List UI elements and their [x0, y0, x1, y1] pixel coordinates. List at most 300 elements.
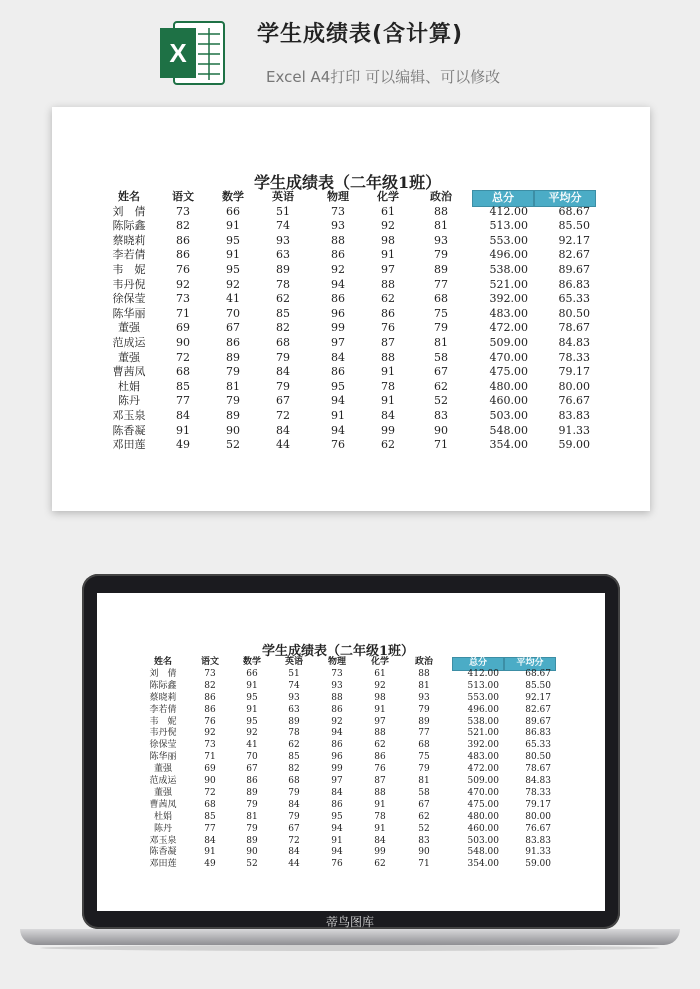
table-cell: 69	[176, 321, 190, 335]
laptop-shadow	[40, 945, 660, 951]
table-cell: 78.67	[525, 764, 551, 775]
table-cell: 84	[288, 799, 300, 810]
table-cell: 93	[331, 680, 343, 691]
table-cell: 73	[331, 668, 343, 679]
table-cell: 509.00	[489, 336, 528, 349]
table-cell: 86	[331, 248, 345, 262]
table-cell: 79	[434, 248, 448, 262]
table-cell: 79	[288, 787, 300, 798]
table-cell: 89	[288, 716, 300, 727]
table-cell: 79	[226, 365, 240, 379]
table-cell: 89	[246, 835, 258, 846]
table-cell: 63	[288, 704, 300, 715]
table-cell: 76	[374, 764, 386, 775]
table-cell: 89	[246, 787, 258, 798]
table-cell: 94	[331, 728, 343, 739]
table-cell: 89	[418, 716, 430, 727]
table-cell: 73	[204, 740, 216, 751]
table-cell: 81	[418, 680, 430, 691]
table-cell: 553.00	[489, 233, 528, 247]
table-cell: 73	[204, 668, 216, 679]
column-header: 姓名	[153, 657, 172, 667]
table-cell: 86	[374, 752, 386, 763]
table-cell: 52	[246, 859, 258, 870]
table-cell: 52	[226, 438, 240, 452]
table-cell: 94	[331, 823, 343, 834]
table-cell: 93	[288, 692, 300, 703]
table-cell: 67	[246, 764, 258, 775]
table-cell: 460.00	[467, 823, 499, 834]
table-cell: 邓玉泉	[112, 409, 146, 422]
table-cell: 92	[331, 716, 343, 727]
column-header: 语文	[200, 657, 219, 667]
table-cell: 91	[226, 219, 240, 233]
table-cell: 538.00	[489, 263, 528, 276]
table-cell: 范成运	[112, 336, 146, 349]
column-header: 化学	[377, 190, 399, 203]
column-header: 平均分	[504, 657, 556, 671]
column-header: 英语	[284, 657, 303, 667]
table-cell: 95	[226, 263, 240, 276]
table-cell: 73	[331, 204, 345, 218]
table-cell: 59.00	[525, 859, 551, 870]
table-cell: 88	[331, 233, 345, 247]
table-cell: 97	[381, 263, 395, 276]
table-cell: 86	[176, 248, 190, 262]
table-cell: 91	[176, 423, 190, 437]
table-cell: 88	[434, 204, 448, 218]
table-cell: 刘 倩	[112, 204, 146, 218]
table-cell: 354.00	[489, 438, 528, 452]
table-cell: 81	[434, 219, 448, 233]
table-cell: 62	[381, 438, 395, 452]
table-cell: 85	[204, 811, 216, 822]
table-cell: 董强	[153, 764, 172, 775]
table-cell: 89.67	[525, 716, 551, 727]
table-cell: 88	[374, 728, 386, 739]
table-cell: 470.00	[489, 350, 528, 364]
column-header: 平均分	[534, 190, 596, 207]
table-cell: 刘 倩	[149, 668, 177, 679]
table-cell: 陈香凝	[149, 847, 177, 858]
table-cell: 68	[204, 799, 216, 810]
table-cell: 470.00	[467, 787, 499, 798]
table-cell: 62	[381, 292, 395, 306]
laptop-brand: 蒂鸟图库	[325, 915, 374, 929]
table-cell: 91	[226, 248, 240, 262]
table-cell: 94	[331, 847, 343, 858]
table-cell: 412.00	[467, 668, 499, 679]
score-table-large	[62, 170, 622, 460]
table-cell: 91.33	[525, 847, 551, 858]
table-cell: 韦丹倪	[112, 277, 146, 291]
table-cell: 陈丹	[153, 823, 172, 834]
table-cell: 蔡晓莉	[149, 692, 177, 703]
table-cell: 553.00	[467, 692, 499, 703]
table-cell: 杜娟	[153, 811, 172, 822]
table-cell: 84	[331, 350, 345, 364]
table-cell: 91	[374, 799, 386, 810]
table-cell: 77	[204, 823, 216, 834]
table-cell: 52	[418, 823, 430, 834]
table-cell: 韦丹倪	[149, 728, 177, 739]
table-cell: 陈香凝	[112, 423, 146, 437]
table-cell: 68.67	[558, 204, 590, 218]
table-cell: 94	[331, 394, 345, 408]
column-header: 英语	[272, 190, 294, 203]
column-header: 总分	[452, 657, 504, 671]
table-cell: 62	[418, 811, 430, 822]
table-cell: 78	[374, 811, 386, 822]
table-cell: 陈际鑫	[149, 680, 177, 691]
table-cell: 92.17	[558, 233, 590, 247]
table-cell: 82	[288, 764, 300, 775]
table-cell: 89.67	[558, 263, 590, 276]
table-cell: 84	[381, 409, 395, 422]
table-cell: 475.00	[489, 365, 528, 379]
table-cell: 84.83	[558, 336, 590, 349]
column-header: 政治	[430, 190, 452, 203]
table-cell: 503.00	[489, 409, 528, 422]
table-cell: 93	[434, 233, 448, 247]
table-cell: 97	[331, 336, 345, 349]
table-cell: 78	[276, 277, 290, 291]
table-cell: 61	[381, 204, 395, 218]
table-cell: 79	[288, 811, 300, 822]
table-cell: 472.00	[489, 321, 528, 335]
table-cell: 82.67	[525, 704, 551, 715]
table-cell: 韦 妮	[149, 716, 177, 727]
table-cell: 85	[276, 306, 290, 320]
table-cell: 91	[331, 409, 345, 422]
column-header: 总分	[472, 190, 534, 207]
table-cell: 81	[246, 811, 258, 822]
table-cell: 521.00	[467, 728, 499, 739]
table-cell: 78.33	[525, 787, 551, 798]
table-cell: 91	[374, 823, 386, 834]
table-cell: 61	[374, 668, 386, 679]
table-cell: 548.00	[467, 847, 499, 858]
table-cell: 90	[204, 776, 216, 786]
score-table-small	[140, 640, 570, 870]
table-cell: 354.00	[467, 859, 499, 870]
table-cell: 58	[418, 787, 430, 798]
table-cell: 92.17	[525, 692, 551, 703]
table-cell: 曹茜凤	[112, 365, 146, 379]
table-cell: 83.83	[558, 409, 590, 422]
table-cell: 91	[381, 248, 395, 262]
table-cell: 91	[374, 704, 386, 715]
table-cell: 62	[374, 859, 386, 870]
table-cell: 460.00	[489, 394, 528, 408]
table-cell: 392.00	[489, 292, 528, 306]
table-cell: 76	[204, 716, 216, 727]
table-cell: 90	[246, 847, 258, 858]
table-cell: 92	[226, 277, 240, 291]
table-cell: 82	[176, 219, 190, 233]
column-header: 姓名	[118, 190, 140, 203]
table-cell: 480.00	[467, 811, 499, 822]
table-cell: 93	[331, 219, 345, 233]
table-cell: 67	[418, 799, 430, 810]
table-cell: 99	[374, 847, 386, 858]
table-cell: 76	[381, 321, 395, 335]
table-cell: 74	[276, 219, 290, 233]
table-cell: 65.33	[558, 292, 590, 306]
table-cell: 76.67	[558, 394, 590, 408]
table-cell: 483.00	[467, 752, 499, 763]
table-cell: 董强	[118, 350, 140, 364]
table-cell: 邓田莲	[112, 438, 146, 452]
table-cell: 73	[176, 292, 190, 306]
table-cell: 79.17	[558, 365, 590, 379]
table-cell: 44	[276, 438, 290, 452]
table-cell: 480.00	[489, 379, 528, 393]
table-cell: 86	[381, 306, 395, 320]
table-cell: 496.00	[489, 248, 528, 262]
sheet-title: 学生成绩表（二年级1班）	[254, 173, 442, 192]
table-cell: 91	[246, 704, 258, 715]
table-cell: 92	[176, 277, 190, 291]
table-cell: 87	[381, 336, 395, 349]
table-cell: 68	[434, 292, 448, 306]
table-cell: 蔡晓莉	[112, 233, 146, 247]
table-cell: 521.00	[489, 277, 528, 291]
table-cell: 79	[246, 823, 258, 834]
table-cell: 78	[381, 379, 395, 393]
table-cell: 80.00	[525, 811, 551, 822]
table-cell: 89	[434, 263, 448, 276]
table-cell: 71	[176, 306, 190, 320]
table-cell: 75	[434, 306, 448, 320]
column-header: 政治	[414, 657, 433, 667]
table-cell: 84	[176, 409, 190, 422]
table-cell: 548.00	[489, 423, 528, 437]
table-cell: 李若倩	[149, 704, 177, 715]
table-cell: 88	[381, 350, 395, 364]
table-cell: 44	[288, 859, 300, 870]
table-cell: 79	[276, 350, 290, 364]
table-cell: 95	[331, 811, 343, 822]
table-cell: 陈丹	[118, 394, 140, 408]
table-cell: 513.00	[489, 219, 528, 233]
table-cell: 88	[381, 277, 395, 291]
table-cell: 82.67	[558, 248, 590, 262]
table-cell: 51	[276, 204, 290, 218]
table-cell: 52	[434, 394, 448, 408]
table-cell: 84	[331, 787, 343, 798]
table-cell: 89	[226, 350, 240, 364]
table-cell: 陈际鑫	[112, 219, 146, 233]
table-cell: 41	[226, 292, 240, 306]
table-cell: 538.00	[467, 716, 499, 727]
table-cell: 513.00	[467, 680, 499, 691]
table-cell: 董强	[118, 321, 140, 335]
table-cell: 91	[331, 835, 343, 846]
table-cell: 93	[276, 233, 290, 247]
table-cell: 41	[246, 740, 258, 751]
table-cell: 陈华丽	[112, 306, 146, 320]
table-cell: 90	[418, 847, 430, 858]
table-cell: 86	[204, 692, 216, 703]
table-cell: 84	[276, 365, 290, 379]
table-cell: 72	[288, 835, 300, 846]
table-cell: 75	[418, 752, 430, 763]
table-cell: 475.00	[467, 799, 499, 810]
table-cell: 72	[204, 787, 216, 798]
table-cell: 86	[226, 336, 240, 349]
table-cell: 71	[434, 438, 448, 452]
table-cell: 95	[226, 233, 240, 247]
table-cell: 79	[418, 764, 430, 775]
table-cell: 范成运	[149, 776, 177, 786]
table-cell: 88	[418, 668, 430, 679]
table-cell: 90	[434, 423, 448, 437]
table-cell: 93	[418, 692, 430, 703]
table-cell: 83	[434, 409, 448, 422]
table-cell: 503.00	[467, 835, 499, 846]
table-cell: 79	[276, 379, 290, 393]
table-cell: 86	[331, 365, 345, 379]
table-cell: 91	[381, 365, 395, 379]
table-cell: 73	[176, 204, 190, 218]
table-cell: 78.67	[558, 321, 590, 335]
table-cell: 86	[176, 233, 190, 247]
table-cell: 392.00	[467, 740, 499, 751]
table-cell: 68.67	[525, 668, 551, 679]
table-cell: 91.33	[558, 423, 590, 437]
table-cell: 77	[176, 394, 190, 408]
table-cell: 85.50	[558, 219, 590, 233]
table-cell: 85.50	[525, 680, 551, 691]
laptop-base	[20, 929, 680, 945]
table-cell: 97	[331, 776, 343, 786]
table-cell: 83.83	[525, 835, 551, 846]
table-cell: 80.50	[558, 306, 590, 320]
table-cell: 70	[226, 306, 240, 320]
table-cell: 62	[288, 740, 300, 751]
table-cell: 78.33	[558, 350, 590, 364]
table-cell: 49	[204, 859, 216, 870]
table-cell: 94	[331, 423, 345, 437]
header	[0, 0, 700, 100]
table-cell: 67	[276, 394, 290, 408]
column-header: 物理	[327, 657, 346, 667]
excel-icon	[158, 18, 228, 88]
table-cell: 68	[418, 740, 430, 751]
table-cell: 76.67	[525, 823, 551, 834]
table-cell: 86.83	[558, 277, 590, 291]
table-cell: 76	[331, 859, 343, 870]
table-cell: 李若倩	[112, 248, 146, 262]
table-cell: 98	[381, 233, 395, 247]
table-cell: 65.33	[525, 740, 551, 751]
table-cell: 82	[204, 680, 216, 691]
table-cell: 董强	[153, 787, 172, 798]
column-header: 化学	[370, 657, 389, 667]
table-cell: 82	[276, 321, 290, 335]
page-title: 学生成绩表(含计算)	[257, 22, 464, 47]
table-cell: 陈华丽	[149, 752, 177, 763]
table-cell: 86	[331, 292, 345, 306]
table-cell: 412.00	[489, 204, 528, 218]
table-cell: 99	[381, 423, 395, 437]
table-cell: 86	[331, 799, 343, 810]
table-cell: 62	[374, 740, 386, 751]
table-cell: 59.00	[558, 438, 590, 452]
table-cell: 78	[288, 728, 300, 739]
table-cell: 76	[331, 438, 345, 452]
table-cell: 徐保莹	[149, 740, 177, 751]
table-cell: 79	[246, 799, 258, 810]
table-cell: 邓田莲	[149, 859, 177, 870]
table-cell: 杜娟	[118, 379, 140, 393]
table-cell: 徐保莹	[112, 292, 146, 306]
table-cell: 58	[434, 350, 448, 364]
column-header: 语文	[172, 190, 194, 203]
table-cell: 98	[374, 692, 386, 703]
table-cell: 85	[288, 752, 300, 763]
sheet-title: 学生成绩表（二年级1班）	[262, 644, 415, 659]
table-cell: 99	[331, 321, 345, 335]
table-cell: 83	[418, 835, 430, 846]
table-cell: 84	[204, 835, 216, 846]
table-cell: 89	[276, 263, 290, 276]
table-cell: 63	[276, 248, 290, 262]
column-header: 物理	[327, 190, 349, 203]
table-cell: 曹茜凤	[149, 799, 177, 810]
table-cell: 91	[381, 394, 395, 408]
table-cell: 472.00	[467, 764, 499, 775]
table-cell: 86	[246, 776, 258, 786]
table-cell: 79	[226, 394, 240, 408]
table-cell: 77	[434, 277, 448, 291]
table-cell: 94	[331, 277, 345, 291]
column-header: 数学	[242, 657, 261, 667]
table-cell: 86	[331, 704, 343, 715]
table-cell: 91	[246, 680, 258, 691]
table-cell: 90	[226, 423, 240, 437]
table-cell: 76	[176, 263, 190, 276]
table-cell: 67	[288, 823, 300, 834]
column-header: 数学	[222, 190, 244, 203]
table-cell: 68	[276, 336, 290, 349]
table-cell: 85	[176, 379, 190, 393]
page-subtitle: Excel A4打印 可以编辑、可以修改	[266, 68, 501, 86]
table-cell: 96	[331, 306, 345, 320]
table-cell: 90	[176, 336, 190, 349]
table-cell: 67	[434, 365, 448, 379]
table-cell: 95	[331, 379, 345, 393]
table-cell: 84	[374, 835, 386, 846]
table-cell: 67	[226, 321, 240, 335]
table-cell: 88	[374, 787, 386, 798]
table-cell: 68	[288, 776, 300, 786]
table-cell: 49	[176, 438, 190, 452]
table-cell: 84.83	[525, 776, 551, 786]
table-cell: 87	[374, 776, 386, 786]
table-cell: 84	[288, 847, 300, 858]
table-cell: 79	[434, 321, 448, 335]
table-cell: 邓玉泉	[149, 835, 177, 846]
table-cell: 66	[226, 204, 240, 218]
table-cell: 97	[374, 716, 386, 727]
table-cell: 72	[276, 409, 290, 422]
table-cell: 92	[204, 728, 216, 739]
table-cell: 韦 妮	[112, 263, 146, 276]
table-cell: 71	[418, 859, 430, 870]
table-cell: 483.00	[489, 306, 528, 320]
